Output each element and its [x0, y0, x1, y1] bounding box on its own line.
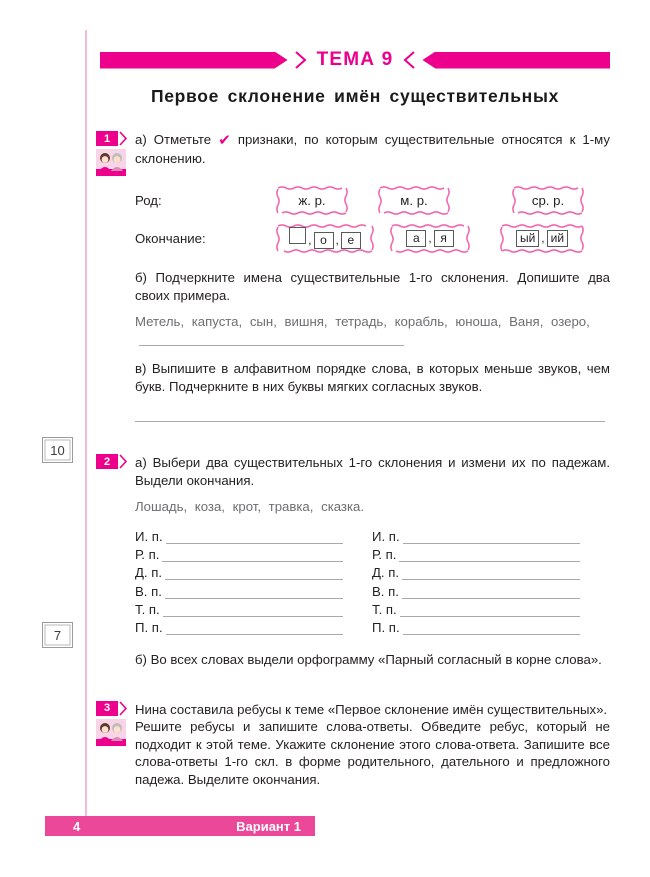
two-students-icon [96, 719, 126, 746]
case-answer-blank[interactable] [402, 586, 580, 599]
case-answer-blank[interactable] [400, 604, 580, 617]
ending-option-yy-iy[interactable] [499, 223, 585, 254]
attribute-row-ending [135, 221, 610, 255]
variant-label: Вариант 1 [236, 818, 301, 834]
exercise-2-part-b: б) Во всех словах выдели орфограмму «Парный согласный в корне слова». [135, 652, 602, 668]
case-answer-blank[interactable] [165, 586, 343, 599]
ending-separator: , [428, 231, 432, 245]
attribute-table [135, 183, 610, 255]
ending-e: е [341, 232, 361, 249]
case-answer-blank[interactable] [166, 531, 343, 544]
case-answer-blank[interactable] [162, 549, 343, 562]
exercise-number: 2 [103, 455, 111, 468]
exercise-number-badge [96, 701, 118, 716]
score-box-7[interactable] [42, 622, 73, 648]
answer-blank-line[interactable] [135, 421, 605, 422]
case-label: И. п. [372, 528, 400, 544]
exercise-2-part-a: а) Выбери два существительных 1-го склонения и измени их по падежам. Выдели окончания. [135, 455, 610, 488]
case-label: П. п. [135, 620, 163, 636]
ending-zero [289, 227, 306, 244]
exercise-1-part-a [135, 131, 610, 167]
case-row [135, 599, 343, 617]
case-label: Т. п. [135, 601, 160, 617]
case-label: В. п. [372, 583, 399, 599]
case-row [135, 526, 343, 544]
exercise-1 [100, 131, 610, 422]
attribute-label: Род: [135, 192, 162, 208]
case-row [135, 580, 343, 598]
case-row [372, 562, 580, 580]
ending-o: о [314, 232, 334, 249]
answer-blank-inline[interactable] [139, 333, 404, 346]
gender-option-neuter[interactable] [511, 185, 585, 216]
case-row [372, 599, 580, 617]
score-value: 10 [50, 442, 65, 458]
exercise-1-word-list [135, 313, 610, 348]
attribute-label: Окончание: [135, 230, 206, 246]
case-row [135, 544, 343, 562]
gender-option-feminine[interactable] [275, 185, 349, 216]
word-list-text: Метель, капуста, сын, вишня, тетрадь, корабль, юноша, Ваня, озеро, [135, 314, 590, 329]
ending-ya: я [434, 230, 454, 247]
ending-group [289, 227, 361, 249]
ending-separator: , [335, 233, 339, 248]
exercise-number-badge [96, 454, 118, 469]
page-number: 4 [73, 818, 81, 834]
case-column-2 [372, 526, 580, 636]
score-value: 7 [53, 627, 62, 643]
case-answer-blank[interactable] [163, 604, 343, 617]
case-label: Р. п. [135, 547, 160, 563]
case-label: В. п. [135, 583, 162, 599]
ending-separator: , [308, 233, 312, 248]
case-declension-grid [135, 526, 610, 636]
case-row [135, 562, 343, 580]
two-students-icon [96, 149, 126, 176]
theme-title: ТЕМА 9 [316, 49, 394, 70]
badge-chevron-icon [119, 454, 128, 469]
case-label: П. п. [372, 620, 400, 636]
exercise-2-word-list: Лошадь, коза, крот, травка, сказка. [135, 499, 365, 514]
page-title: Первое склонение имён существительных [150, 86, 560, 106]
page-footer [45, 816, 315, 836]
exercise-number-badge [96, 131, 118, 146]
case-row [372, 544, 580, 562]
ending-option-a-ya[interactable] [389, 223, 471, 254]
exercise-number: 3 [103, 702, 111, 715]
chevron-right-icon [294, 51, 307, 69]
case-label: Д. п. [135, 565, 163, 581]
ending-option-zero-o-e[interactable] [275, 223, 375, 254]
exercise-2 [100, 454, 610, 669]
ending-group [406, 230, 453, 247]
case-answer-blank[interactable] [166, 622, 343, 635]
exercise-3 [100, 701, 610, 789]
ex1-a-post: признаки, по которым существительные относятся к 1-му склонению. [135, 132, 610, 166]
banner-bar-left [100, 52, 288, 69]
case-answer-blank[interactable] [402, 567, 580, 580]
exercise-3-line-2: Решите ребусы и запишите слова-ответы. Обведите ребус, который не подходит к этой теме. Укажите склонение этого слова-ответа. Запишите все слова-ответы 1-го скл. в форме родительного, дательного и предложного падежа. Выделите окончания. [135, 719, 610, 787]
case-row [135, 617, 343, 635]
case-row [372, 526, 580, 544]
case-answer-blank[interactable] [403, 531, 580, 544]
gender-option-masculine[interactable] [377, 185, 451, 216]
gender-label: м. р. [400, 192, 428, 208]
exercise-1-part-b: б) Подчеркните имена существительные 1-го склонения. Допишите два своих примера. [135, 270, 610, 303]
theme-banner [100, 48, 610, 72]
exercise-3-line-1: Нина составила ребусы к теме «Первое склонение имён существительных». [135, 701, 608, 717]
ex1-a-pre: а) Отметьте [135, 132, 212, 147]
ending-separator: , [541, 231, 545, 245]
chevron-left-icon [403, 51, 416, 69]
case-column-1 [135, 526, 343, 636]
exercise-1-part-v: в) Выпишите в алфавитном порядке слова, в которых меньше звуков, чем букв. Подчеркните в них буквы мягких согласных звуков. [135, 361, 610, 394]
case-label: Р. п. [372, 547, 397, 563]
score-box-10[interactable] [42, 437, 73, 463]
gender-label: ж. р. [298, 192, 326, 208]
ending-yy: ый [516, 230, 539, 247]
case-answer-blank[interactable] [399, 549, 580, 562]
case-label: Д. п. [372, 565, 400, 581]
case-answer-blank[interactable] [165, 567, 343, 580]
banner-bar-right [422, 52, 610, 69]
badge-chevron-icon [119, 701, 128, 716]
ending-a: а [406, 230, 426, 247]
exercise-number: 1 [103, 132, 111, 145]
case-label: И. п. [135, 528, 163, 544]
case-answer-blank[interactable] [403, 622, 580, 635]
attribute-row-gender [135, 183, 610, 217]
check-icon: ✔ [218, 132, 231, 149]
gender-label: ср. р. [531, 192, 565, 208]
case-row [372, 617, 580, 635]
ending-group [516, 230, 568, 247]
content-column [100, 0, 610, 788]
margin-vertical-rule [85, 30, 87, 820]
badge-chevron-icon [119, 131, 128, 146]
ending-iy: ий [547, 230, 568, 247]
case-row [372, 580, 580, 598]
case-label: Т. п. [372, 601, 397, 617]
